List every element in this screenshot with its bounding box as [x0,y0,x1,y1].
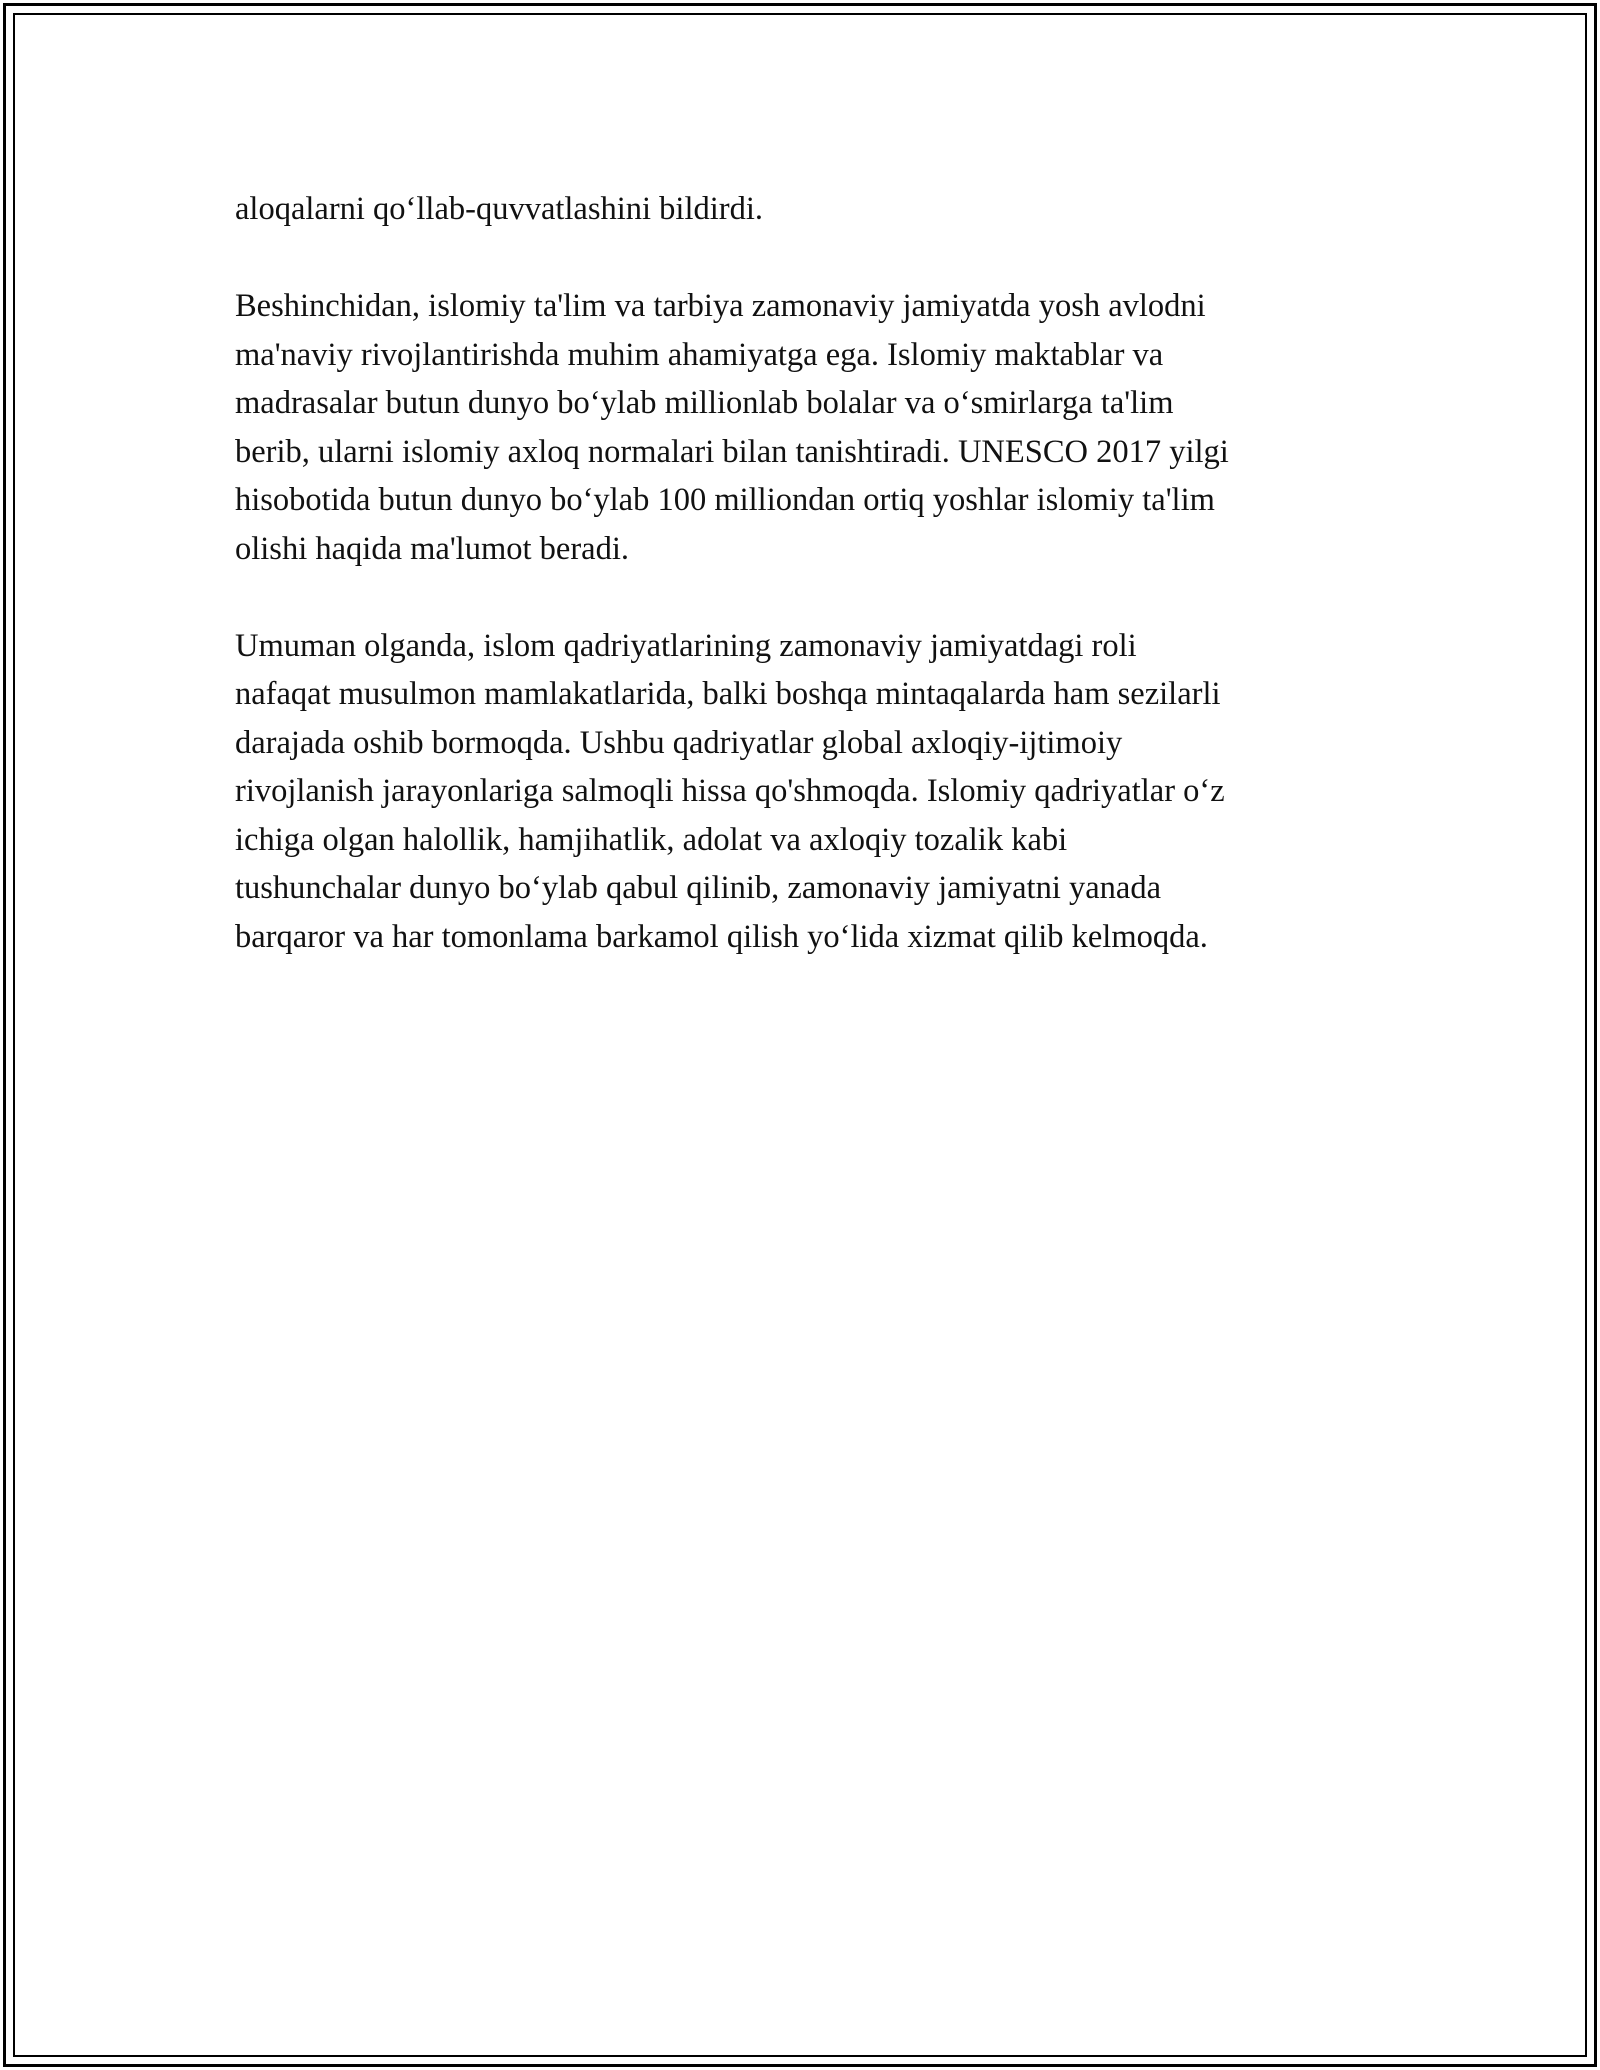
text-line: ma'naviy rivojlantirishda muhim ahamiyatga ega. Islomiy maktablar va [235,336,1164,373]
paragraph-3 [235,622,1385,962]
text-line: Umuman olganda, islom qadriyatlarining zamonaviy jamiyatdagi roli [235,627,1137,664]
text-line: ichiga olgan halollik, hamjihatlik, adolat va axloqiy tozalik kabi [235,821,1068,858]
text-line: madrasalar butun dunyo bo‘ylab millionlab bolalar va o‘smirlarga ta'lim [235,385,1174,421]
text-line: olishi haqida ma'lumot beradi. [235,530,629,567]
text-line: Beshinchidan, islomiy ta'lim va tarbiya zamonaviy jamiyatda yosh avlodni [235,288,1206,324]
text-line: hisobotida butun dunyo bo‘ylab 100 milliondan ortiq yoshlar islomiy ta'lim [235,482,1215,518]
text-line: aloqalarni qo‘llab-quvvatlashini bildirdi. [235,191,763,227]
text-line: rivojlanish jarayonlariga salmoqli hissa qo'shmoqda. Islomiy qadriyatlar o‘z [235,773,1225,809]
paragraph-1 [235,185,1385,234]
text-line: barqaror va har tomonlama barkamol qilish yo‘lida xizmat qilib kelmoqda. [235,918,1208,955]
paragraph-2 [235,282,1385,573]
text-line: darajada oshib bormoqda. Ushbu qadriyatlar global axloqiy-ijtimoiy [235,724,1123,761]
text-line: nafaqat musulmon mamlakatlarida, balki boshqa mintaqalarda ham sezilarli [235,676,1221,712]
text-line: tushunchalar dunyo bo‘ylab qabul qilinib, zamonaviy jamiyatni yanada [235,870,1162,906]
document-body [235,185,1385,1010]
text-line: berib, ularni islomiy axloq normalari bilan tanishtiradi. UNESCO 2017 yilgi [235,433,1229,470]
